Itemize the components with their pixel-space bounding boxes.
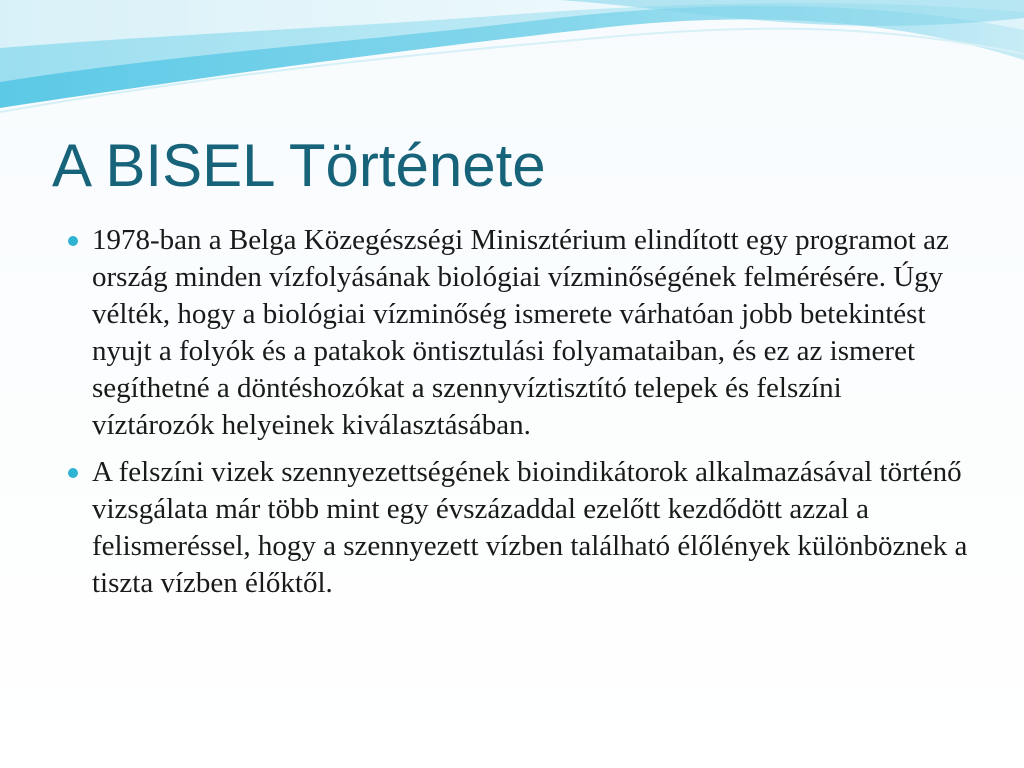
bullet-list bbox=[68, 222, 968, 612]
slide-title: A BISEL Története bbox=[52, 132, 546, 199]
bullet-text-1: 1978-ban a Belga Közegészségi Minisztérium elindított egy programot az ország minden vízfolyásának biológiai vízminőségének felmérésére. Úgy vélték, hogy a biológiai vízminőség ismerete várhatóan jobb betekintést nyujt a folyók és a patakok öntisztulási folyamataiban, és ez az ismeret segíthetné a döntéshozókat a szennyvíztisztító telepek és felszíni víztározók helyeinek kiválasztásában. bbox=[92, 224, 949, 441]
bullet-item-2 bbox=[68, 454, 968, 602]
wave-middle bbox=[0, 0, 1024, 82]
bullet-item-1 bbox=[68, 222, 968, 444]
bullet-dot-icon bbox=[68, 236, 78, 246]
decorative-wave-banner bbox=[0, 0, 1024, 130]
bullet-dot-icon bbox=[68, 468, 78, 478]
bullet-text-2: A felszíni vizek szennyezettségének bioindikátorok alkalmazásával történő vizsgálata már több mint egy évszázaddal ezelőtt kezdődött azzal a felismeréssel, hogy a szennyezett vízben található élőlények különböznek a tiszta vízben élőktől. bbox=[92, 456, 968, 599]
wave-front bbox=[0, 0, 1024, 48]
wave-right-sweep bbox=[560, 0, 1024, 26]
wave-line bbox=[0, 29, 1024, 112]
wave-back bbox=[0, 0, 1024, 108]
